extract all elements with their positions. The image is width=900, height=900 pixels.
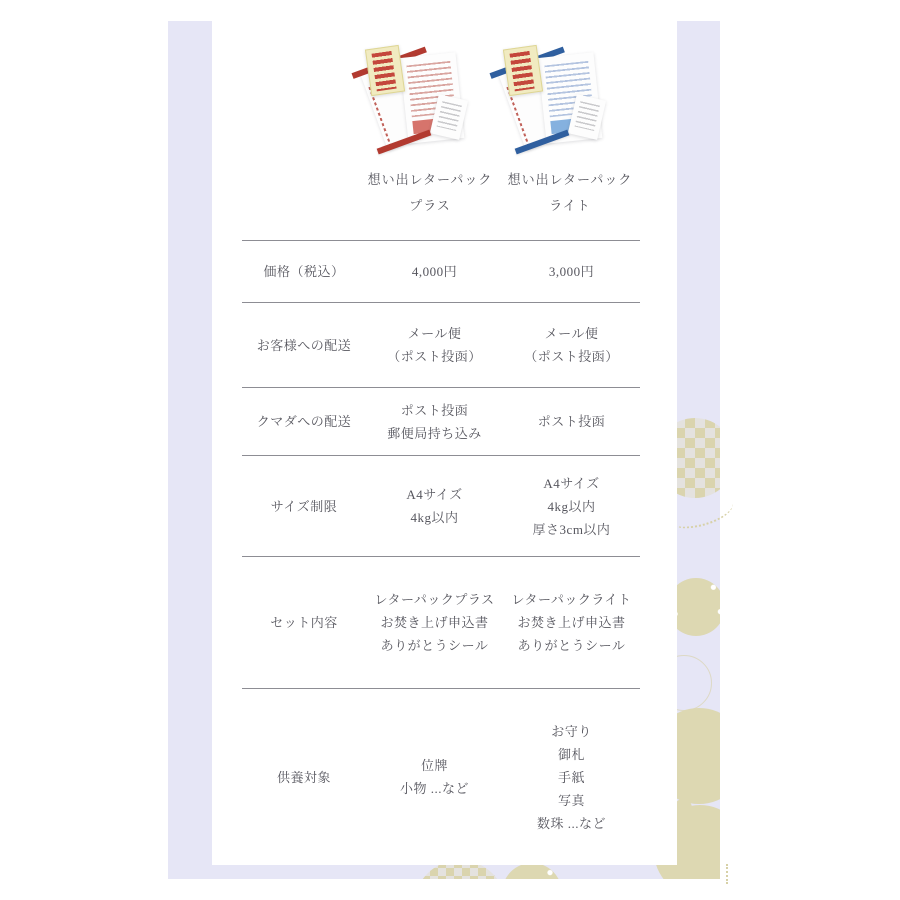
row-label: クマダへの配送 (256, 414, 352, 429)
cell-light: レターパックライト お焚き上げ申込書 ありがとうシール (511, 592, 632, 653)
row-label: 供養対象 (276, 769, 331, 785)
sticker-sheet (365, 45, 405, 96)
column-header-light (490, 167, 650, 219)
cell-plus: 位牌 小物 ...など (399, 758, 469, 796)
cell-light: ポスト投函 (537, 414, 606, 429)
cell-plus: A4サイズ 4kg以内 (406, 487, 463, 525)
sticker-sheet (503, 45, 543, 96)
cell-plus: 4,000円 (411, 264, 458, 279)
cell-plus: ポスト投函 郵便局持ち込み (387, 402, 482, 441)
table-row (242, 387, 640, 455)
cell-light: A4サイズ 4kg以内 厚さ3cm以内 (532, 475, 611, 537)
product-photo-plus (368, 47, 488, 159)
product-photo-light (506, 47, 626, 159)
product-name-line1: 想い出レターパック (507, 172, 633, 187)
cell-plus: レターパックプラス お焚き上げ申込書 ありがとうシール (374, 592, 495, 653)
table-row (242, 302, 640, 387)
row-label: お客様への配送 (256, 337, 352, 353)
cloud-circle-decoration (502, 863, 562, 879)
dotted-tick-decoration (726, 864, 728, 884)
table-row (242, 556, 640, 688)
table-row (242, 688, 640, 865)
column-header-plus (350, 167, 510, 219)
row-label: サイズ制限 (270, 498, 338, 514)
row-label: セット内容 (270, 615, 338, 630)
table-row (242, 455, 640, 556)
row-label: 価格（税込） (263, 264, 345, 279)
cell-light: 3,000円 (548, 264, 595, 279)
content-panel (212, 21, 677, 865)
table-row (242, 240, 640, 302)
product-name-line1: 想い出レターパック (367, 172, 493, 187)
cell-plus: メール便 （ポスト投函） (387, 326, 482, 364)
cell-light: メール便 （ポスト投函） (524, 326, 619, 364)
product-name-line2: プラス (409, 198, 451, 213)
product-name-line2: ライト (549, 198, 591, 213)
comparison-table (242, 240, 640, 865)
cell-light: お守り 御札 手紙 写真 数珠 ...など (536, 723, 606, 831)
